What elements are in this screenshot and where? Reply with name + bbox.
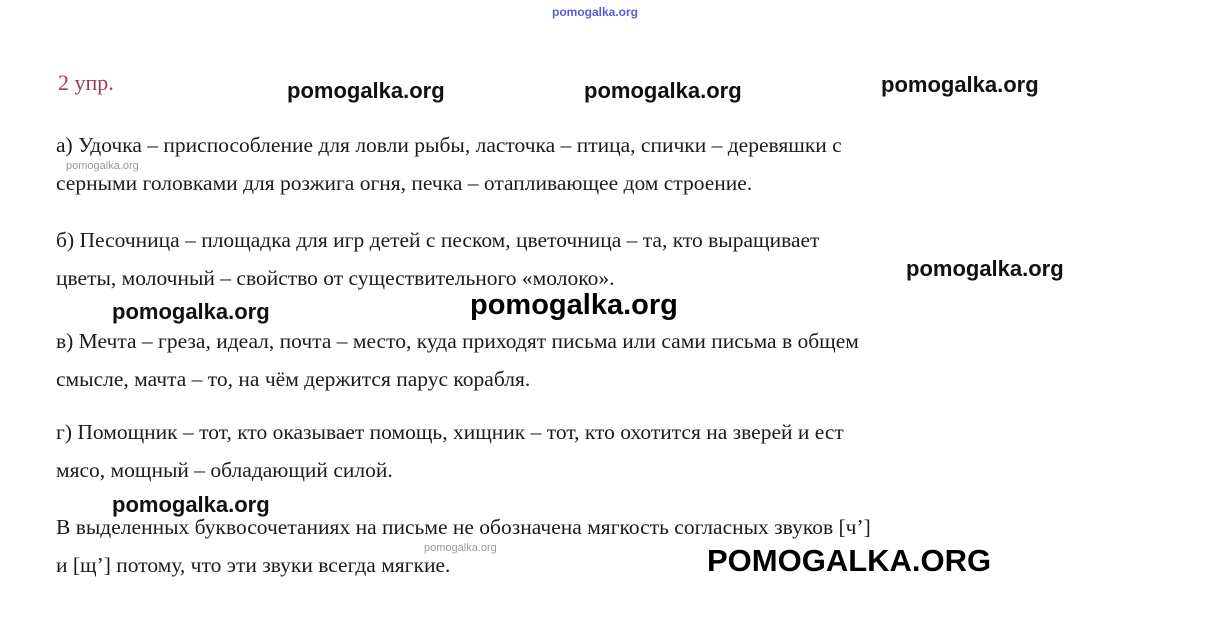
paragraph-line: в) Мечта – греза, идеал, почта – место, куда приходят письма или сами письма в общем <box>56 329 859 353</box>
paragraph-line: серными головками для розжига огня, печка – отапливающее дом строение. <box>56 171 753 195</box>
watermark: pomogalka.org <box>906 256 1064 281</box>
paragraph-line: г) Помощник – тот, кто оказывает помощь, хищник – тот, кто охотится на зверей и ест <box>56 420 844 444</box>
watermark-top: pomogalka.org <box>552 5 639 19</box>
paragraph-line: а) Удочка – приспособление для ловли рыбы, ласточка – птица, спички – деревяшки с <box>56 133 842 157</box>
answer-paragraph-a <box>56 126 1166 202</box>
paragraph-line: б) Песочница – площадка для игр детей с песком, цветочница – та, кто выращивает <box>56 228 820 252</box>
answer-paragraph-b <box>56 221 1166 297</box>
watermark: pomogalka.org <box>584 78 742 103</box>
exercise-number: 2 упр. <box>58 70 114 95</box>
watermark: pomogalka.org <box>66 160 139 172</box>
answer-paragraph-v <box>56 322 1166 398</box>
watermark: pomogalka.org <box>424 542 497 554</box>
answer-paragraph-g <box>56 413 1166 489</box>
paragraph-line: цветы, молочный – свойство от существительного «молоко». <box>56 266 615 290</box>
paragraph-line: смысле, мачта – то, на чём держится парус корабля. <box>56 367 531 391</box>
watermark: pomogalka.org <box>287 78 445 103</box>
watermark: pomogalka.org <box>112 299 270 324</box>
watermark: pomogalka.org <box>470 289 678 321</box>
watermark: pomogalka.org <box>112 492 270 517</box>
watermark: pomogalka.org <box>881 72 1039 97</box>
paragraph-line: мясо, мощный – обладающий силой. <box>56 458 393 482</box>
paragraph-line: и [щ’] потому, что эти звуки всегда мягкие. <box>56 553 451 577</box>
paragraph-line: В выделенных буквосочетаниях на письме не обозначена мягкость согласных звуков [ч’] <box>56 515 871 539</box>
watermark: POMOGALKA.ORG <box>707 543 992 578</box>
answer-note <box>56 508 1166 584</box>
